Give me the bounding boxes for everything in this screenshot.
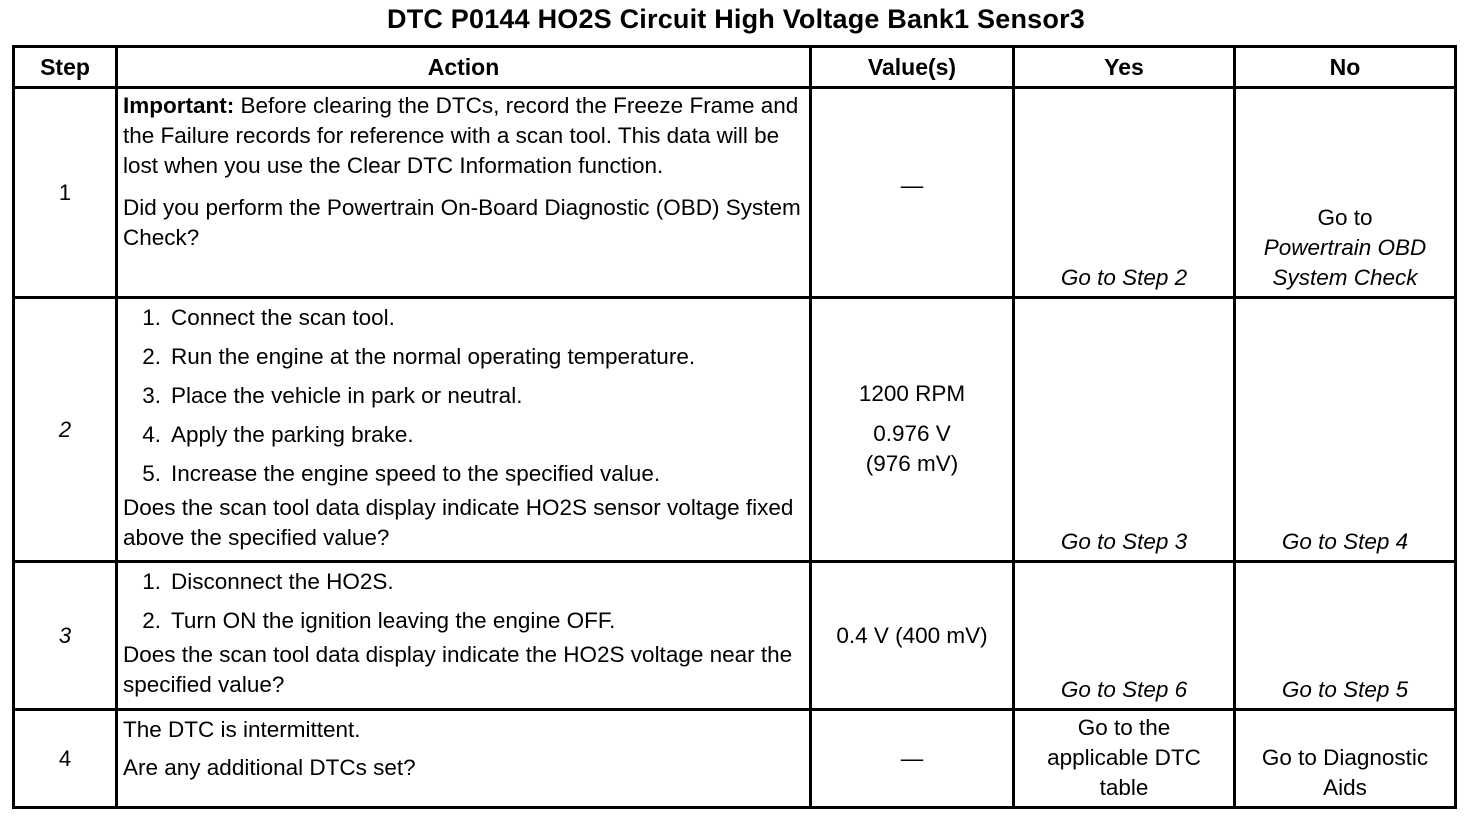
no-link[interactable]: Powertrain OBD System Check <box>1263 235 1427 290</box>
yes-link[interactable]: Go to Step 3 <box>1060 529 1188 554</box>
list-item: 1. Disconnect the HO2S. <box>142 569 394 594</box>
no-prefix: Go to <box>1317 205 1373 230</box>
yes-cell <box>1014 298 1235 562</box>
list-item: 4. Apply the parking brake. <box>142 422 414 447</box>
yes-link[interactable]: Go to the applicable DTC table <box>1047 715 1201 800</box>
important-text: Before clearing the DTCs, record the Freeze Frame and the Failure records for reference with a scan tool. This data will be lost when you use the Clear DTC Information function. <box>123 93 799 178</box>
page-title: DTC P0144 HO2S Circuit High Voltage Bank1 Sensor3 <box>387 4 1085 34</box>
important-note <box>123 91 803 181</box>
action-question: Did you perform the Powertrain On-Board Diagnostic (OBD) System Check? <box>123 195 801 250</box>
no-link[interactable]: Go to Step 4 <box>1281 529 1409 554</box>
list-item: 2. Turn ON the ignition leaving the engine OFF. <box>142 608 616 633</box>
yes-cell <box>1014 88 1235 298</box>
important-label: Important: <box>123 93 235 118</box>
value-cell <box>811 88 1014 298</box>
no-cell <box>1235 562 1456 710</box>
yes-cell <box>1014 562 1235 710</box>
table-row-step-2 <box>14 298 1456 562</box>
header-action: Action <box>117 47 811 88</box>
action-question: Does the scan tool data display indicate the HO2S voltage near the specified value? <box>123 642 793 697</box>
value-voltage: 0.976 V <box>873 421 951 446</box>
no-cell <box>1235 710 1456 808</box>
value-cell <box>811 562 1014 710</box>
action-question: Does the scan tool data display indicate HO2S sensor voltage fixed above the specified value? <box>123 495 794 550</box>
value-millivolts: (976 mV) <box>865 451 959 476</box>
value-dash: — <box>900 173 924 198</box>
step-number: 3 <box>14 562 117 710</box>
header-yes: Yes <box>1014 47 1235 88</box>
step-number: 1 <box>14 88 117 298</box>
list-item: 1. Connect the scan tool. <box>142 305 395 330</box>
step-number: 2 <box>14 298 117 562</box>
table-row-step-3 <box>14 562 1456 710</box>
table-row-step-1 <box>14 88 1456 298</box>
yes-link[interactable]: Go to Step 2 <box>1060 265 1188 290</box>
action-cell <box>117 562 811 710</box>
action-list <box>123 567 803 636</box>
yes-cell <box>1014 710 1235 808</box>
yes-link[interactable]: Go to Step 6 <box>1060 677 1188 702</box>
step-number: 4 <box>14 710 117 808</box>
value-rpm: 1200 RPM <box>858 381 966 406</box>
no-link[interactable]: Go to Diagnostic Aids <box>1261 745 1429 800</box>
list-item: 3. Place the vehicle in park or neutral. <box>142 383 523 408</box>
header-no: No <box>1235 47 1456 88</box>
action-cell <box>117 88 811 298</box>
list-item: 5. Increase the engine speed to the specified value. <box>142 461 661 486</box>
header-step: Step <box>14 47 117 88</box>
diagnostic-table <box>12 45 1457 809</box>
value-voltage: 0.4 V (400 mV) <box>836 622 988 648</box>
no-link[interactable]: Go to Step 5 <box>1281 677 1409 702</box>
action-question: Are any additional DTCs set? <box>123 755 416 780</box>
action-list <box>123 303 803 489</box>
table-row-step-4 <box>14 710 1456 808</box>
list-item: 2. Run the engine at the normal operating temperature. <box>142 344 696 369</box>
no-cell <box>1235 298 1456 562</box>
header-values: Value(s) <box>811 47 1014 88</box>
value-cell <box>811 710 1014 808</box>
value-dash: — <box>900 745 924 771</box>
value-cell <box>811 298 1014 562</box>
action-cell <box>117 298 811 562</box>
action-text: The DTC is intermittent. <box>123 717 361 742</box>
no-cell <box>1235 88 1456 298</box>
action-cell <box>117 710 811 808</box>
header-row <box>14 47 1456 88</box>
